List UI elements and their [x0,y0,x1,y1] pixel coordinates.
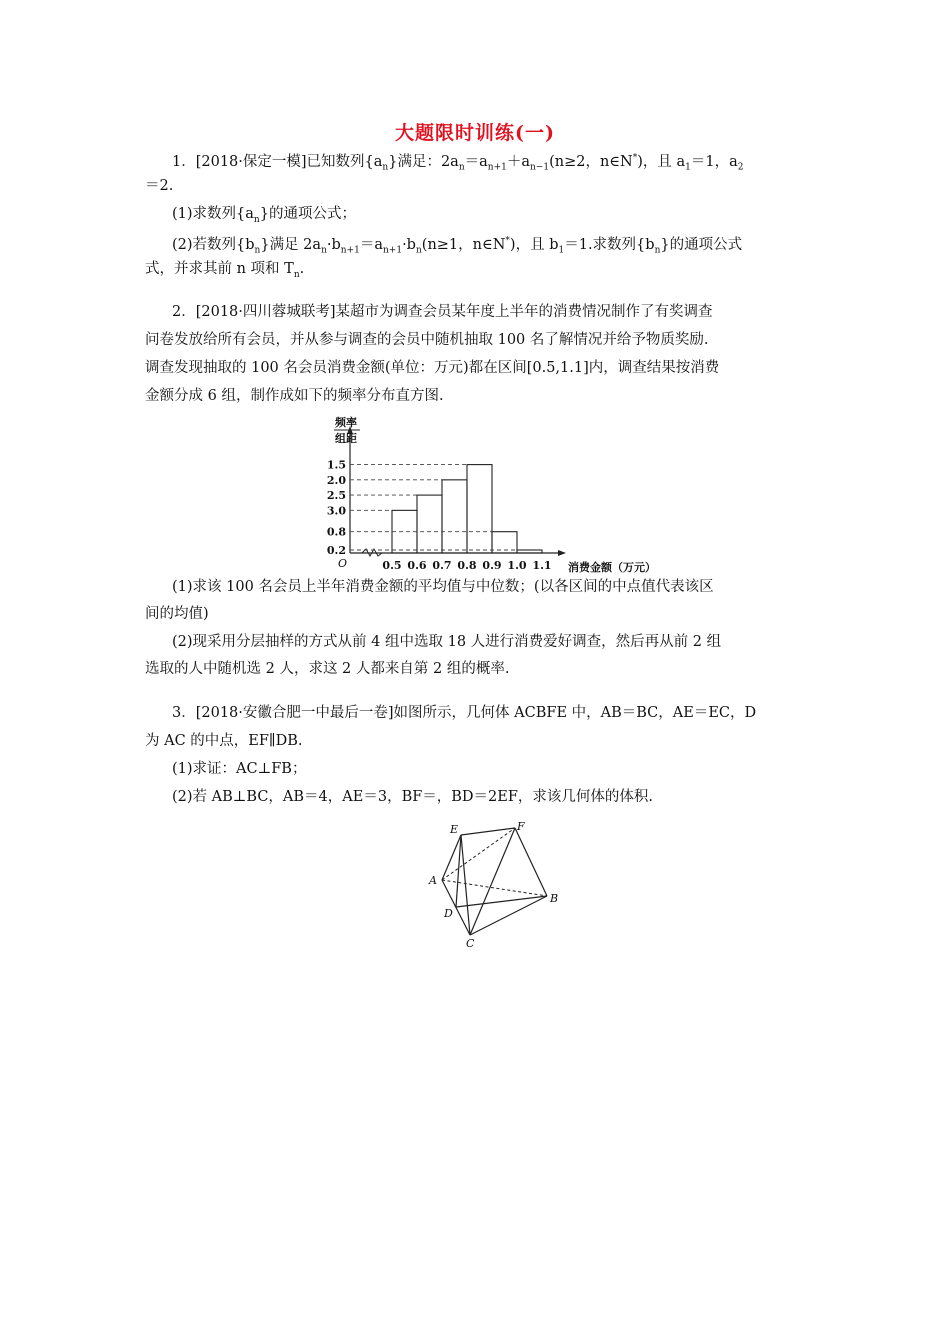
y-axis-label-top: 频率 [335,416,357,429]
x-tick-label: 0.5 [382,559,402,572]
q2-sub2-line1: (2)现采用分层抽样的方式从前 4 组中选取 18 人进行消费爱好调查，然后再从前 2 组 [172,634,722,650]
geometry-figure [420,818,570,950]
edge-DB [456,896,547,907]
x-axis-label: 消费金额（万元） [568,561,656,574]
edge-FB [515,828,547,896]
page-title: 大题限时训练(一) [395,122,555,144]
q1-line1: 1．[2018·保定一模]已知数列$\{a_n\}$满足：$2a_n=a_{n+1}+a_{n-1}(n\ge 2$，n∈N*)，且 $a_1=1$，$a_2$ [172,153,744,173]
q1-line4: (2)若数列$\{b_n\}$满足 $2a_n\cdot b_{n+1}=a_{n+1}\cdot b_n(n\ge 1$，n∈N*)，且 $b_1=1$.求数列$\{b_n\}$的通项公式 [172,236,743,256]
y-tick-label: 0.8 [326,525,346,539]
vertex-label-A: A [429,874,437,887]
histogram-bar [417,495,442,553]
y-tick-label: 1.5 [326,458,346,472]
vertex-label-C: C [466,937,475,950]
histogram-chart [320,410,670,575]
y-tick-label: 2.0 [326,473,346,487]
histogram-bar [442,480,467,553]
histogram-bar [517,550,542,553]
y-axis-label-bottom: 组距 [335,432,357,445]
q2-sub2-line2: 选取的人中随机选 2 人，求这 2 人都来自第 2 组的概率. [145,661,510,677]
q3-line2: 为 AC 的中点，EF∥DB. [145,733,303,749]
q2-sub1-line1: (1)求该 100 名会员上半年消费金额的平均值与中位数；(以各区间的中点值代表该区 [172,579,714,595]
q3-line4: (2)若 AB⊥BC，AB＝4，AE＝3，BF＝，BD＝2EF，求该几何体的体积. [172,789,654,805]
y-tick-label: 2.5 [326,489,346,503]
x-tick-label: 0.9 [482,559,502,572]
y-tick-label: 0.2 [326,544,346,557]
q1-line3: (1)求数列$\{a_n\}$的通项公式； [172,206,356,225]
x-tick-label: 0.8 [457,559,477,572]
q1-line2: ＝2. [145,178,174,194]
x-tick-label: 0.7 [432,559,452,572]
x-tick-label: 0.6 [407,559,427,572]
x-tick-label: 1.0 [507,559,527,572]
vertex-label-D: D [444,907,453,920]
histogram-bar [467,465,492,553]
q1-line5: 式，并求其前 n 项和 $T_n$. [145,261,305,280]
x-axis-arrow [558,550,566,556]
vertex-label-B: B [550,892,559,905]
q2-line3: 调查发现抽取的 100 名会员消费金额(单位：万元)都在区间[0.5,1.1]内，调查结果按消费 [145,360,720,376]
vertex-label-E: E [450,823,459,836]
y-tick-label: 3.0 [326,504,346,518]
q2-line2: 问卷发放给所有会员，并从参与调查的会员中随机抽取 100 名了解情况并给予物质奖励. [145,332,709,348]
vertex-label-F: F [517,820,525,833]
q3-line1: 3．[2018·安徽合肥一中最后一卷]如图所示，几何体 ACBFE 中，AB＝BC，AE＝EC，D [172,705,757,721]
edge-CB [470,896,547,935]
q2-line4: 金额分成 6 组，制作成如下的频率分布直方图. [145,388,444,404]
q2-line1: 2．[2018·四川蓉城联考]某超市为调查会员某年度上半年的消费情况制作了有奖调查 [172,304,713,320]
q2-sub1-line2: 间的均值) [145,606,209,622]
x-tick-label: 1.1 [532,559,552,572]
q3-line3: (1)求证：AC⊥FB； [172,761,307,777]
origin-label: O [338,557,348,570]
